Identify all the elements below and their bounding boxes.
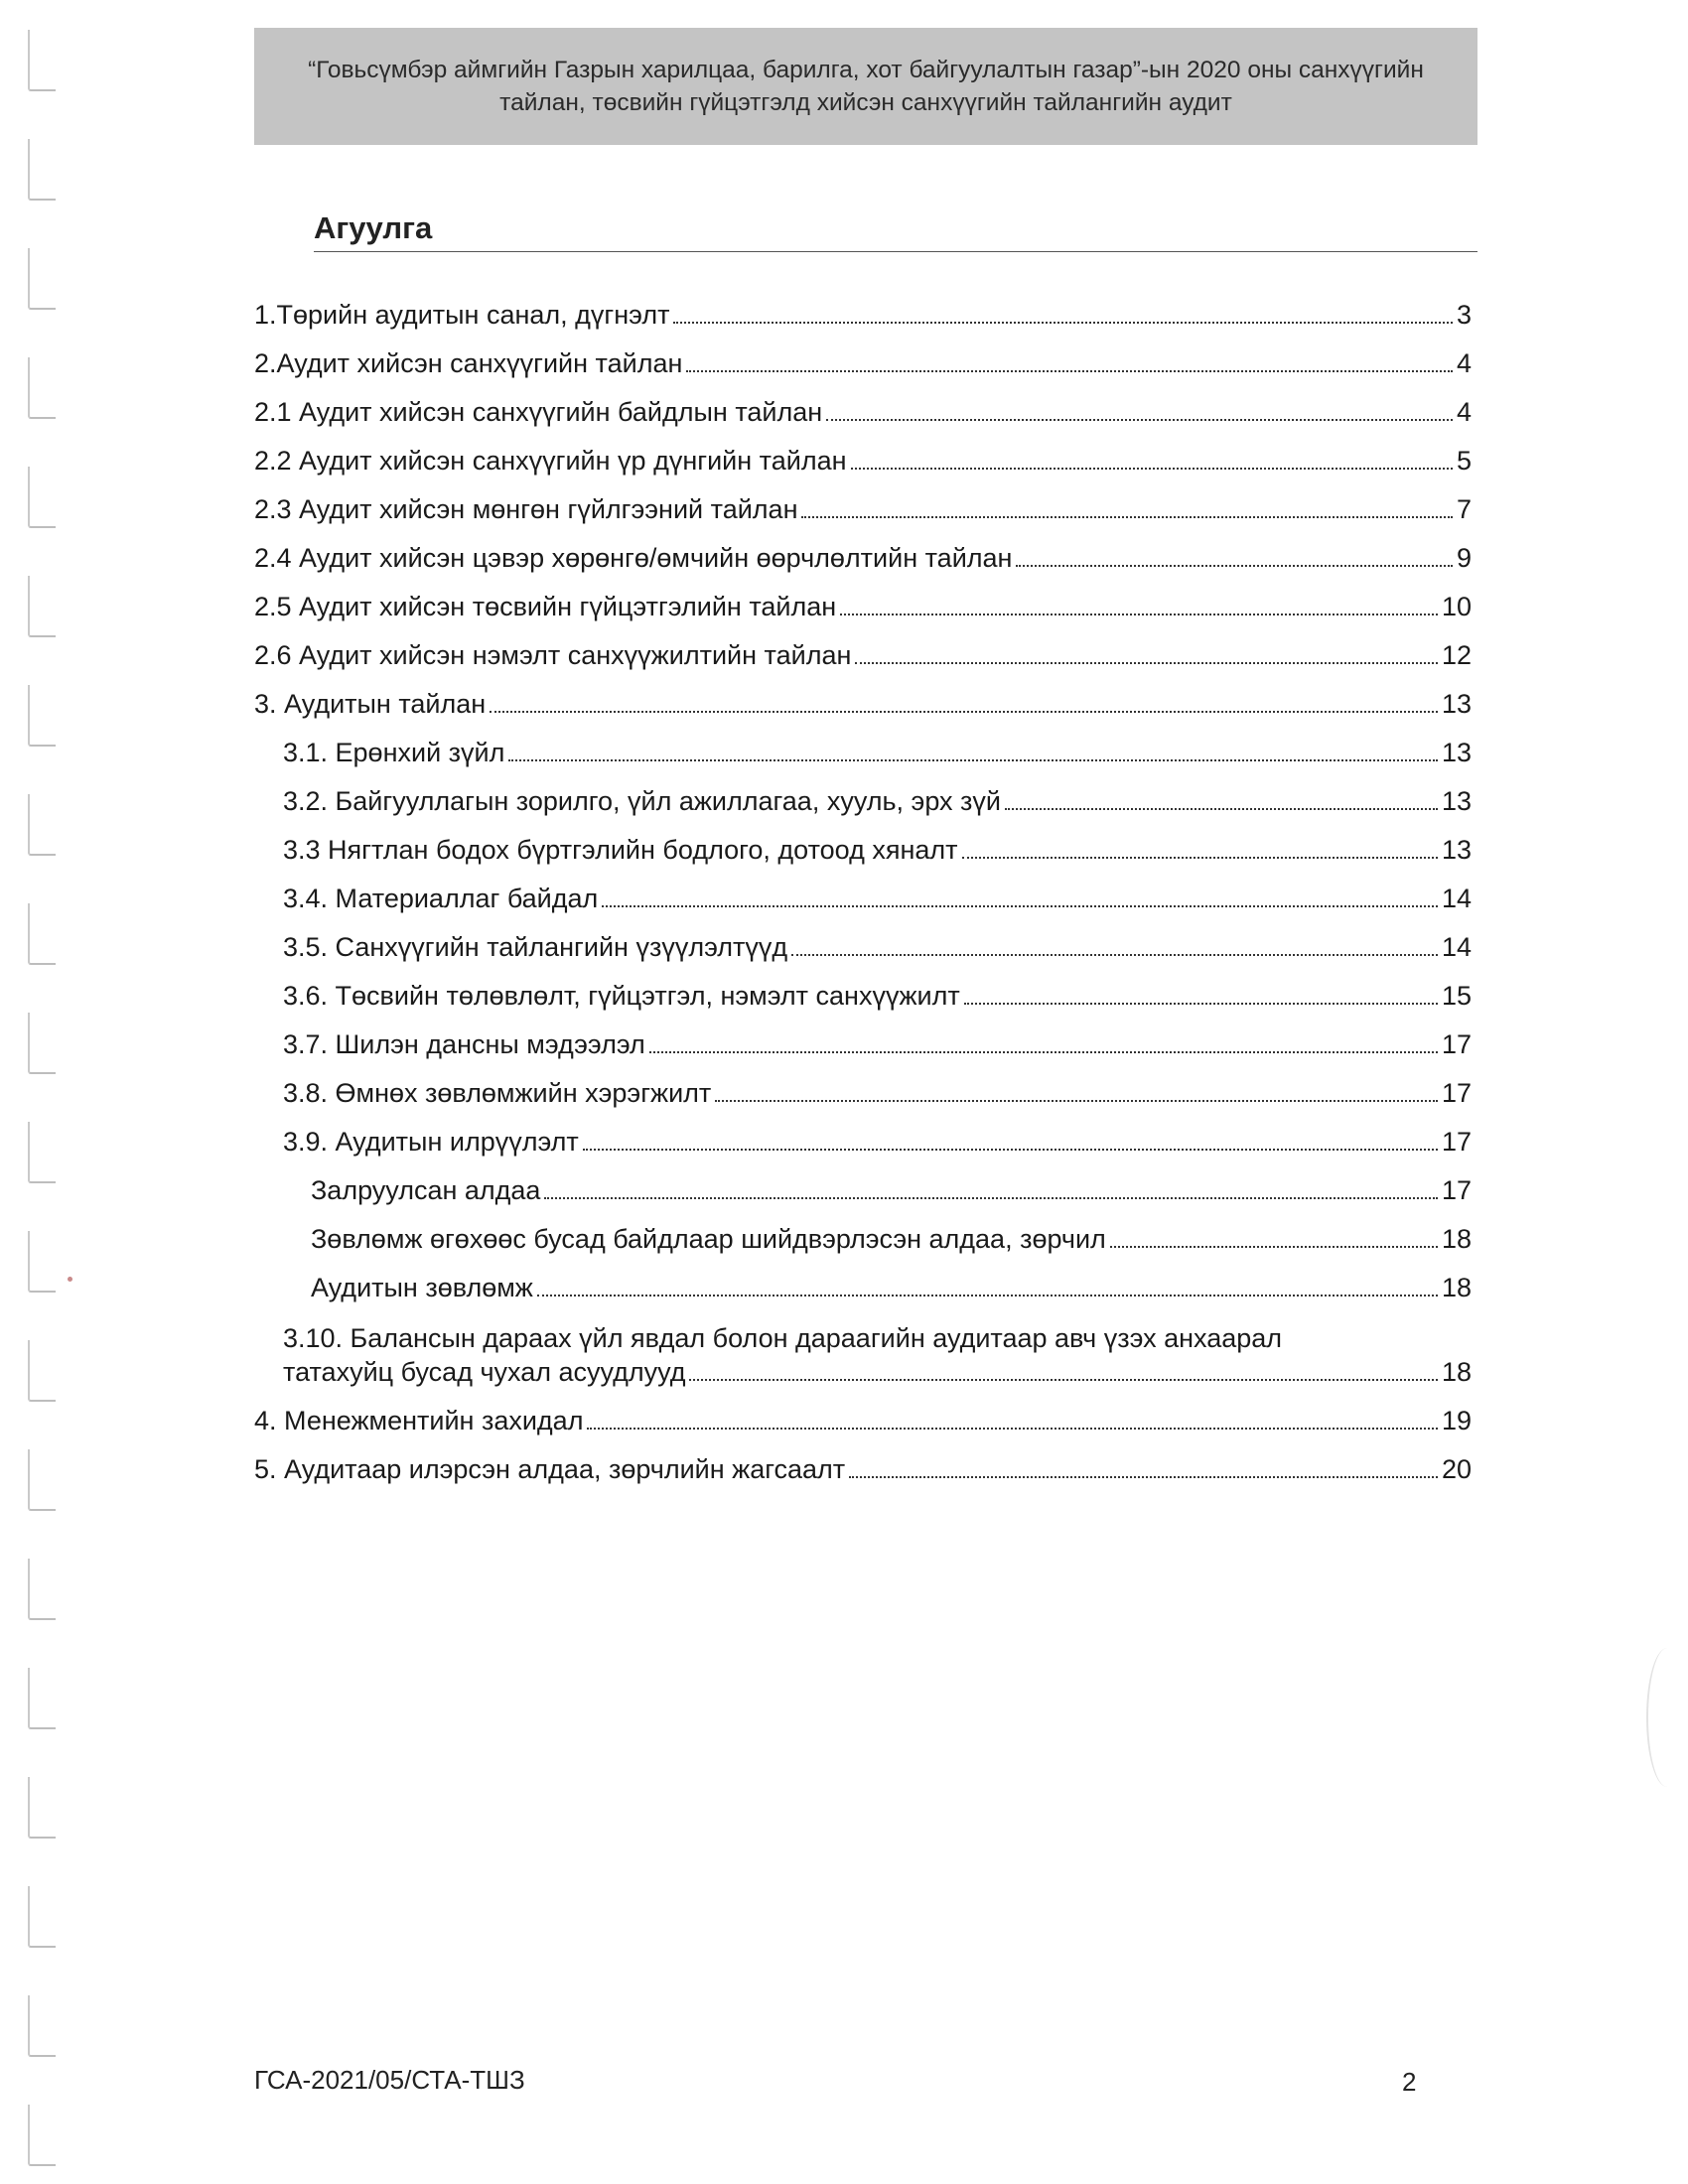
- toc-entry-page: 19: [1441, 1406, 1472, 1435]
- toc-leader-dots: [791, 954, 1438, 956]
- toc-entry[interactable]: [254, 623, 1472, 672]
- toc-entry-label: 3.9. Аудитын илрүүлэлт: [283, 1127, 579, 1157]
- toc-entry[interactable]: [254, 867, 1472, 915]
- toc-entry[interactable]: [254, 1061, 1472, 1110]
- toc-entry[interactable]: [254, 283, 1472, 332]
- toc-entry-page: 4: [1456, 348, 1472, 378]
- toc-entry-label: 2.3 Аудит хийсэн мөнгөн гүйлгээний тайлан: [254, 494, 798, 524]
- toc-entry-page: 14: [1441, 884, 1472, 913]
- binding-hole: [28, 1340, 56, 1402]
- toc-entry-page: 13: [1441, 689, 1472, 719]
- toc-leader-dots: [962, 857, 1438, 859]
- toc-entry[interactable]: [254, 1013, 1472, 1061]
- binding-hole: [28, 2105, 56, 2166]
- toc-entry[interactable]: [254, 915, 1472, 964]
- document-header: [254, 28, 1477, 145]
- toc-entry-label: Аудитын зөвлөмж: [311, 1273, 533, 1302]
- toc-leader-dots: [840, 614, 1438, 615]
- toc-entry-page: 4: [1456, 397, 1472, 427]
- toc-title: Агуулга: [314, 210, 433, 245]
- binding-hole: [28, 1995, 56, 2057]
- page-curl: [1646, 1648, 1688, 1787]
- toc-leader-dots: [849, 1476, 1438, 1478]
- toc-leader-dots: [689, 1379, 1437, 1381]
- toc-entry[interactable]: [254, 818, 1472, 867]
- toc-entry[interactable]: [254, 1207, 1472, 1256]
- toc-entry-page: 13: [1441, 786, 1472, 816]
- toc-entry-label: Зөвлөмж өгөхөөс бусад байдлаар шийдвэрлэсэн алдаа, зөрчил: [311, 1224, 1106, 1254]
- toc-entry-label: 2.4 Аудит хийсэн цэвэр хөрөнгө/өмчийн өөрчлөлтийн тайлан: [254, 543, 1013, 573]
- page-number: 2: [1402, 2067, 1417, 2097]
- toc-leader-dots: [801, 516, 1452, 518]
- document-code: ГСА-2021/05/СТА-ТШЗ: [254, 2065, 525, 2095]
- toc-entry-label: 3.1. Ерөнхий зүйл: [283, 738, 505, 767]
- toc-leader-dots: [686, 370, 1453, 372]
- toc-entry[interactable]: [254, 332, 1472, 380]
- toc-entry-label: 2.1 Аудит хийсэн санхүүгийн байдлын тайлан: [254, 397, 823, 427]
- toc-entry[interactable]: [254, 769, 1472, 818]
- toc-leader-dots: [851, 468, 1453, 470]
- toc-leader-dots: [1110, 1246, 1438, 1248]
- binding-hole: [28, 467, 56, 528]
- toc-entry-page: 3: [1456, 300, 1472, 330]
- toc-title-rule: [314, 251, 1477, 252]
- binding-hole: [28, 685, 56, 747]
- toc-entry-page: 20: [1441, 1454, 1472, 1484]
- toc-entry-page: 17: [1441, 1078, 1472, 1108]
- toc-entry-label: 3.7. Шилэн дансны мэдээлэл: [283, 1029, 645, 1059]
- toc-leader-dots: [490, 711, 1438, 713]
- toc-entry[interactable]: [254, 1389, 1472, 1437]
- toc-entry-page: 17: [1441, 1175, 1472, 1205]
- scan-speck: [68, 1277, 72, 1282]
- toc-leader-dots: [673, 322, 1452, 324]
- toc-entry[interactable]: [254, 380, 1472, 429]
- toc-entry-label: 1.Төрийн аудитын санал, дүгнэлт: [254, 300, 670, 330]
- toc-entry[interactable]: [254, 1159, 1472, 1207]
- toc-entry-label: 3.3 Нягтлан бодох бүртгэлийн бодлого, дотоод хяналт: [283, 835, 958, 865]
- toc-entry[interactable]: [254, 1304, 1472, 1389]
- binding-hole: [28, 1559, 56, 1620]
- toc-leader-dots: [537, 1295, 1438, 1297]
- toc-entry-label: 2.2 Аудит хийсэн санхүүгийн үр дүнгийн тайлан: [254, 446, 847, 476]
- header-text: “Говьсүмбэр аймгийн Газрын харилцаа, барилга, хот байгуулалтын газар”-ын 2020 оны санхүүгийн тайлан, төсвийн гүйцэтгэлд хийсэн санхүүгийн тайлангийн аудит: [308, 57, 1424, 116]
- binding-hole: [28, 1449, 56, 1511]
- binding-hole: [28, 248, 56, 310]
- toc-entry[interactable]: [254, 575, 1472, 623]
- binding-edge: [28, 0, 58, 2184]
- toc-entry-label: 2.Аудит хийсэн санхүүгийн тайлан: [254, 348, 683, 378]
- toc-leader-dots: [508, 759, 1438, 761]
- toc-entry[interactable]: [254, 429, 1472, 478]
- toc-entry-page: 10: [1441, 592, 1472, 621]
- binding-hole: [28, 30, 56, 91]
- toc-entry[interactable]: [254, 1256, 1472, 1304]
- table-of-contents: [254, 283, 1472, 1486]
- binding-hole: [28, 1886, 56, 1948]
- toc-entry-page: 14: [1441, 932, 1472, 962]
- binding-hole: [28, 1122, 56, 1183]
- toc-leader-dots: [587, 1428, 1438, 1430]
- toc-leader-dots: [964, 1003, 1438, 1005]
- toc-entry[interactable]: [254, 964, 1472, 1013]
- toc-entry-label-line2: татахуйц бусад чухал асуудлууд: [283, 1357, 686, 1387]
- binding-hole: [28, 794, 56, 856]
- toc-leader-dots: [1016, 565, 1453, 567]
- toc-entry-label: 3.6. Төсвийн төлөвлөлт, гүйцэтгэл, нэмэлт санхүүжилт: [283, 981, 960, 1011]
- toc-leader-dots: [544, 1197, 1438, 1199]
- toc-entry-page: 18: [1441, 1273, 1472, 1302]
- toc-entry-label: 3.2. Байгууллагын зорилго, үйл ажиллагаа, хууль, эрх зүй: [283, 786, 1002, 816]
- binding-hole: [28, 139, 56, 201]
- toc-entry-label: 3.4. Материаллаг байдал: [283, 884, 599, 913]
- toc-entry-page: 12: [1441, 640, 1472, 670]
- toc-leader-dots: [602, 905, 1438, 907]
- binding-hole: [28, 903, 56, 965]
- toc-leader-dots: [649, 1051, 1438, 1053]
- binding-hole: [28, 1231, 56, 1293]
- binding-hole: [28, 357, 56, 419]
- toc-entry-label: Залруулсан алдаа: [311, 1175, 541, 1205]
- toc-entry-page: 17: [1441, 1127, 1472, 1157]
- toc-leader-dots: [1005, 808, 1438, 810]
- toc-leader-dots: [855, 662, 1438, 664]
- toc-entry-label-line1: 3.10. Балансын дараах үйл явдал болон дараагийн аудитаар авч үзэх анхаарал: [283, 1323, 1283, 1353]
- toc-entry[interactable]: [254, 721, 1472, 769]
- toc-entry[interactable]: [254, 672, 1472, 721]
- binding-hole: [28, 576, 56, 637]
- toc-entry[interactable]: [254, 1110, 1472, 1159]
- toc-entry-page: 18: [1441, 1224, 1472, 1254]
- toc-entry-page: 9: [1456, 543, 1472, 573]
- toc-entry[interactable]: [254, 526, 1472, 575]
- toc-entry-label: 2.6 Аудит хийсэн нэмэлт санхүүжилтийн тайлан: [254, 640, 852, 670]
- toc-entry-page: 13: [1441, 835, 1472, 865]
- toc-entry[interactable]: [254, 1437, 1472, 1486]
- toc-entry-label: 2.5 Аудит хийсэн төсвийн гүйцэтгэлийн тайлан: [254, 592, 837, 621]
- toc-entry-page: 18: [1441, 1357, 1472, 1387]
- toc-entry-page: 15: [1441, 981, 1472, 1011]
- toc-entry-label: 3. Аудитын тайлан: [254, 689, 487, 719]
- toc-entry-label: 3.8. Өмнөх зөвлөмжийн хэрэгжилт: [283, 1078, 712, 1108]
- binding-hole: [28, 1013, 56, 1074]
- toc-leader-dots: [826, 419, 1453, 421]
- binding-hole: [28, 1777, 56, 1839]
- toc-entry-page: 5: [1456, 446, 1472, 476]
- toc-entry-label: 5. Аудитаар илэрсэн алдаа, зөрчлийн жагсаалт: [254, 1454, 846, 1484]
- toc-entry-label: 4. Менежментийн захидал: [254, 1406, 584, 1435]
- binding-hole: [28, 1668, 56, 1729]
- toc-entry-label: 3.5. Санхүүгийн тайлангийн үзүүлэлтүүд: [283, 932, 788, 962]
- toc-entry[interactable]: [254, 478, 1472, 526]
- toc-leader-dots: [715, 1100, 1438, 1102]
- toc-entry-page: 7: [1456, 494, 1472, 524]
- toc-entry-page: 17: [1441, 1029, 1472, 1059]
- toc-leader-dots: [583, 1149, 1438, 1151]
- toc-entry-page: 13: [1441, 738, 1472, 767]
